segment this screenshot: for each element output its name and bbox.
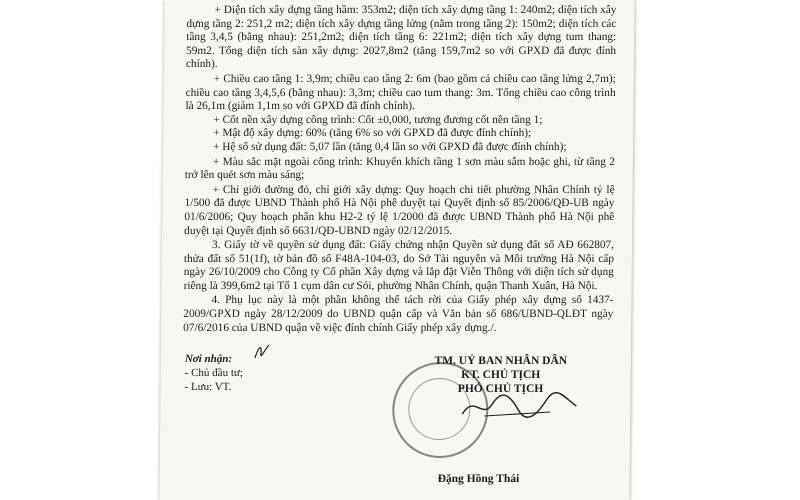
paragraph-land-use-ratio: + Hệ số sử dụng đất: 5,07 lần (tăng 0,4 lần so với GPXD đã được đính chính); xyxy=(213,140,567,153)
initial-mark-icon xyxy=(253,342,271,362)
paragraph-floor-area: + Diện tích xây dựng tầng hầm: 353m2; diện tích xây dựng tầng 1: 240m2; diện tích xây dựng tầng 2: 251,2 m2; diện tích xây dựng tầng lửng (nằm trong tầng 2): 150m2; diện tích các tầng 3,4,5 (bằng nhau): 251,2m2; diện tích tầng 6: 221m2; diện tích xây dựng tum thang: 59m2. Tổng diện tích sàn xây dựng: 2027,8m2 (tăng 159,7m2 so với GPXD đã được đính chính). xyxy=(185,4,617,71)
document-page xyxy=(159,0,634,500)
signer-role-secondary: PHÓ CHỦ TỊCH xyxy=(457,383,544,395)
paragraph-land-documents: 3. Giấy tờ về quyền sử dụng đất: Giấy chứng nhận Quyền sử dụng đất số AĐ 662807, thửa đất số 51(1f), tờ bản đồ số F48A-104-03, do Sở Tài nguyên và Môi trường Hà Nội cấp ngày 26/10/2009 cho Công ty Cổ phần Xây dựng và lắp đặt Viễn Thông với diện tích sử dụng riêng là 399,6m2 tại Tổ 1 cụm dân cư Sỏi, phường Nhân Chính, quận Thanh Xuân, Hà Nội. xyxy=(183,239,615,292)
signer-name: Đặng Hồng Thái xyxy=(437,473,520,485)
paragraph-building-density: + Mật độ xây dựng: 60% (tăng 6% so với GPXD đã được đính chính); xyxy=(213,127,532,140)
recipient-item: - Lưu: VT. xyxy=(184,381,232,393)
paragraph-appendix-note: 4. Phụ lục này là một phần không thể tách rời của Giấy phép xây dựng số 1437-2009/GPXD ngày 28/12/2009 do UBND quận cấp và Văn bản số 686/UBND-QLĐT ngày 07/6/2016 của UBND quận về việc đính chính Giấy phép xây dựng./. xyxy=(183,294,614,334)
paragraph-exterior-color: + Màu sắc mặt ngoài công trình: Khuyến khích tầng 1 sơn màu sẫm hoặc ghi, từ tầng 2 trở lên quét sơn màu sáng; xyxy=(184,155,615,182)
signer-organization: TM. UỶ BAN NHÂN DÂN xyxy=(434,355,568,367)
paragraph-foundation-level: + Cốt nền xây dựng công trình: Cốt ±0,000, tương đương cốt nền tầng 1; xyxy=(213,113,543,126)
recipient-item: - Chủ đầu tư; xyxy=(184,367,243,379)
recipients-title: Nơi nhận: xyxy=(184,353,233,365)
signer-role-primary: KT. CHỦ TỊCH xyxy=(461,369,541,381)
paragraph-heights: + Chiều cao tầng 1: 3,9m; chiều cao tầng 2: 6m (bao gồm cả chiều cao tầng lửng 2,7m); chiều cao tầng 3,4,5,6 (bằng nhau): 3,3m; chiều cao tum thang: 3m. Tổng chiều cao công trình là 26,1m (giảm 1,1m so với GPXD đã đính chính). xyxy=(185,72,616,113)
handwritten-signature xyxy=(460,386,580,426)
paragraph-boundary-lines: + Chỉ giới đường đỏ, chỉ giới xây dựng: Quy hoạch chi tiết phường Nhân Chính tỷ lệ 1/500 đã được UBND Thành phố Hà Nội phê duyệt tại Quyết định số 85/2006/QĐ-UB ngày 01/6/2006; Quy hoạch phân khu H2-2 tỷ lệ 1/2000 đã được UBND Thành phố Hà Nội phê duyệt tại Quyết định số 6631/QĐ-UBND ngày 02/12/2015. xyxy=(184,183,615,237)
document-body xyxy=(183,4,616,335)
